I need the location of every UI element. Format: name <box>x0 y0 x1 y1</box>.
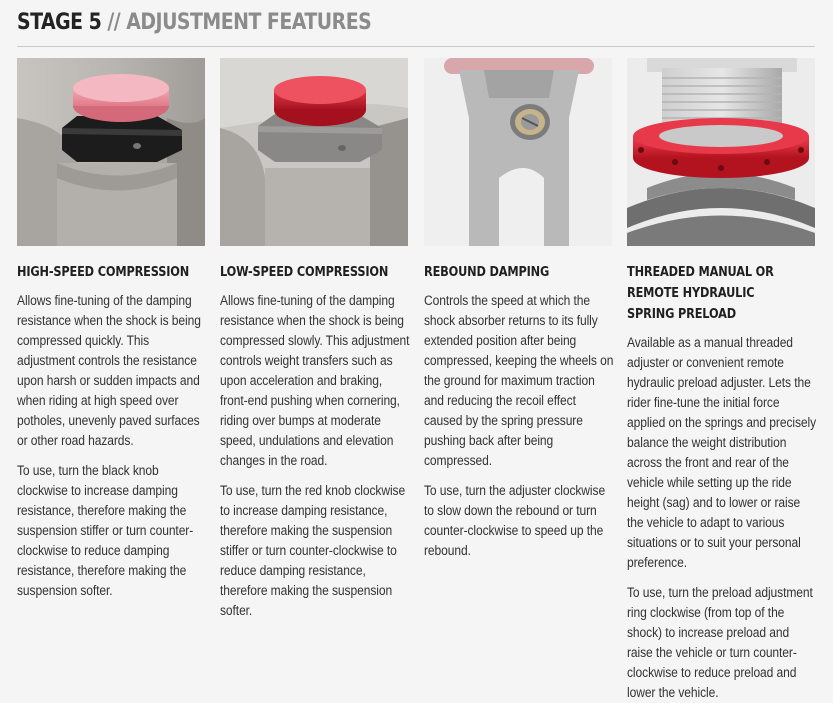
feature-high-speed-compression <box>17 58 207 601</box>
feature-usage: To use, turn the black knob clockwise to increase damping resistance, therefore making the suspension stiffer or turn counter-clockwise to reduce damping resistance, therefore making the suspension softer. <box>17 463 194 598</box>
feature-usage: To use, turn the adjuster clockwise to slow down the rebound or turn counter-clockwise to speed up the rebound. <box>424 483 606 558</box>
black-knob-adjuster-photo <box>17 58 205 246</box>
feature-description: Controls the speed at which the shock absorber returns to its fully extended position after being compressed, keeping the wheels on the ground for maximum traction and reducing the recoil effect caused by the spring pressure pushing back after being compressed. <box>424 293 614 468</box>
feature-title: HIGH-SPEED COMPRESSION <box>17 264 190 280</box>
feature-low-speed-compression <box>220 58 410 621</box>
preload-ring-photo <box>627 58 815 246</box>
page-header <box>17 8 815 47</box>
feature-description: Allows fine-tuning of the damping resistance when the shock is being compressed quickly. This adjustment controls the resistance upon harsh or sudden impacts and when riding at high speed over potholes, unevenly paved surfaces or other road hazards. <box>17 293 201 448</box>
feature-rebound-damping <box>424 58 614 561</box>
red-knob-adjuster-photo <box>220 58 408 246</box>
feature-title: LOW-SPEED COMPRESSION <box>220 264 389 280</box>
section-title: // ADJUSTMENT FEATURES <box>101 10 372 35</box>
stage-label: STAGE 5 <box>17 10 102 35</box>
feature-usage: To use, turn the red knob clockwise to increase damping resistance, therefore making the suspension stiffer or turn counter-clockwise to reduce damping resistance, therefore making the suspension softer. <box>220 483 406 618</box>
feature-usage: To use, turn the preload adjustment ring clockwise (from top of the shock) to increase preload and raise the vehicle or turn counter-clockwise to reduce preload and lower the vehicle. <box>627 585 813 700</box>
feature-description: Available as a manual threaded adjuster or convenient remote hydraulic preload adjuster. Lets the rider fine-tune the initial force applied on the springs and precisely balance the weight distribution across the front and rear of the vehicle while setting up the ride height (sag) and to lower or raise the vehicle to adapt to various situations or to suit your personal preference. <box>627 335 817 570</box>
feature-title: THREADED MANUAL OR REMOTE HYDRAULIC SPRING PRELOAD <box>627 264 774 322</box>
feature-spring-preload <box>627 58 817 703</box>
rebound-adjuster-photo <box>424 58 612 246</box>
feature-title: REBOUND DAMPING <box>424 264 550 280</box>
feature-description: Allows fine-tuning of the damping resistance when the shock is being compressed slowly. This adjustment controls weight transfers such as upon acceleration and braking, front-end pushing when cornering, riding over bumps at moderate speed, undulations and elevation changes in the road. <box>220 293 410 468</box>
page-title <box>17 8 703 35</box>
